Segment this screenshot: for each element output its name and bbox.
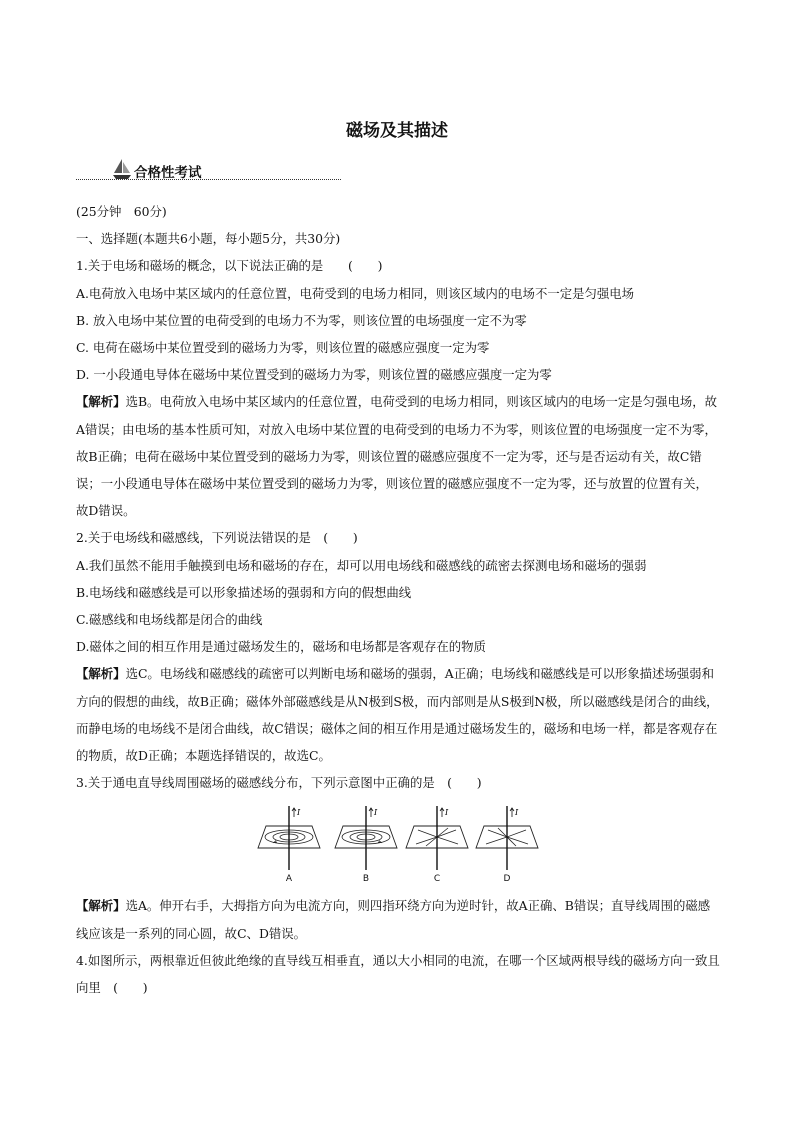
q3-analysis xyxy=(76,892,720,946)
q2-option-d: D.磁体之间的相互作用是通过磁场发生的，磁场和电场都是客观存在的物质 xyxy=(76,639,486,655)
figure-label-d: D xyxy=(503,874,511,885)
analysis-tag: 【解析】 xyxy=(76,898,126,914)
analysis-text: 选A。伸开右手，大拇指方向为电流方向，则四指环绕方向为逆时针，故A正确、B错误；直导线周围的磁感线应该是一系列的同心圆，故C、D错误。 xyxy=(76,898,711,941)
q4-stem: 4.如图所示，两根靠近但彼此绝缘的直导线互相垂直，通以大小相同的电流，在哪一个区域两根导线的磁场方向一致且向里 ( ) xyxy=(76,952,720,996)
analysis-tag: 【解析】 xyxy=(76,666,126,682)
section-label: 合格性考试 xyxy=(134,165,202,181)
figure-label-a: A xyxy=(285,874,293,885)
page-title: 磁场及其描述 xyxy=(346,121,448,141)
field-diagram-c xyxy=(404,804,470,874)
part-heading: 一、选择题(本题共6小题，每小题5分，共30分) xyxy=(76,231,341,247)
q1-option-d: D. 一小段通电导体在磁场中某位置受到的磁场力为零，则该位置的磁感应强度一定为零 xyxy=(76,367,552,383)
q3-figure xyxy=(76,796,720,892)
q3-stem: 3.关于通电直导线周围磁场的磁感线分布，下列示意图中正确的是 ( ) xyxy=(76,775,482,791)
section-header xyxy=(76,158,341,182)
document-body xyxy=(76,198,720,1001)
current-label: I xyxy=(374,808,378,818)
q2-analysis xyxy=(76,660,720,769)
field-diagram-d xyxy=(474,804,540,874)
figure-label-b: B xyxy=(362,874,370,885)
dotted-divider xyxy=(76,179,341,180)
current-label: I xyxy=(515,808,519,818)
q1-option-a: A.电荷放入电场中某区域内的任意位置，电荷受到的电场力相同，则该区域内的电场不一定是匀强电场 xyxy=(76,285,635,301)
q2-option-a: A.我们虽然不能用手触摸到电场和磁场的存在，却可以用电场线和磁感线的疏密去探测电场和磁场的强弱 xyxy=(76,557,647,573)
analysis-text: 选C。电场线和磁感线的疏密可以判断电场和磁场的强弱，A正确；电场线和磁感线是可以形象描述场强弱和方向的假想的曲线，故B正确；磁体外部磁感线是从N极到S极，而内部则是从S极到N极，所以磁感线是闭合的曲线，而静电场的电场线不是闭合曲线，故C错误；磁体之间的相互作用是通过磁场发生的，磁场和电场一样，都是客观存在的物质，故D正确；本题选择错误的，故选C。 xyxy=(76,666,719,764)
time-score: (25分钟 60分) xyxy=(76,204,167,219)
q2-stem: 2.关于电场线和磁感线，下列说法错误的是 ( ) xyxy=(76,530,358,546)
current-label: I xyxy=(297,808,301,818)
q1-analysis xyxy=(76,388,720,524)
figure-panel-b xyxy=(333,804,399,884)
analysis-text: 选B。电荷放入电场中某区域内的任意位置，电荷受到的电场力相同，则该区域内的电场一定是匀强电场，故A错误；由电场的基本性质可知，对放入电场中某位置的电荷受到的电场力不为零，则该位置的电场强度一定不为零，故B正确；电荷在磁场中某位置受到的磁场力为零，则该位置的磁感应强度不一定为零，还与是否运动有关，故C错误；一小段通电导体在磁场中某位置受到的磁场力为零，则该位置的磁感应强度不一定为零，还与放置的位置有关，故D错误。 xyxy=(76,394,718,519)
analysis-tag: 【解析】 xyxy=(76,394,126,410)
q2-option-b: B.电场线和磁感线是可以形象描述场的强弱和方向的假想曲线 xyxy=(76,584,412,600)
figure-panel-a xyxy=(256,804,322,884)
field-diagram-b xyxy=(333,804,399,874)
current-label: I xyxy=(445,808,449,818)
sailboat-icon xyxy=(112,158,132,180)
figure-label-c: C xyxy=(433,874,441,885)
q1-option-b: B. 放入电场中某位置的电荷受到的电场力不为零，则该位置的电场强度一定不为零 xyxy=(76,312,527,328)
q1-stem: 1.关于电场和磁场的概念，以下说法正确的是 ( ) xyxy=(76,258,383,274)
figure-panel-d xyxy=(474,804,540,884)
q1-option-c: C. 电荷在磁场中某位置受到的磁场力为零，则该位置的磁感应强度一定为零 xyxy=(76,340,490,356)
figure-panel-c xyxy=(404,804,470,884)
q2-option-c: C.磁感线和电场线都是闭合的曲线 xyxy=(76,612,263,628)
field-diagram-a xyxy=(256,804,322,874)
